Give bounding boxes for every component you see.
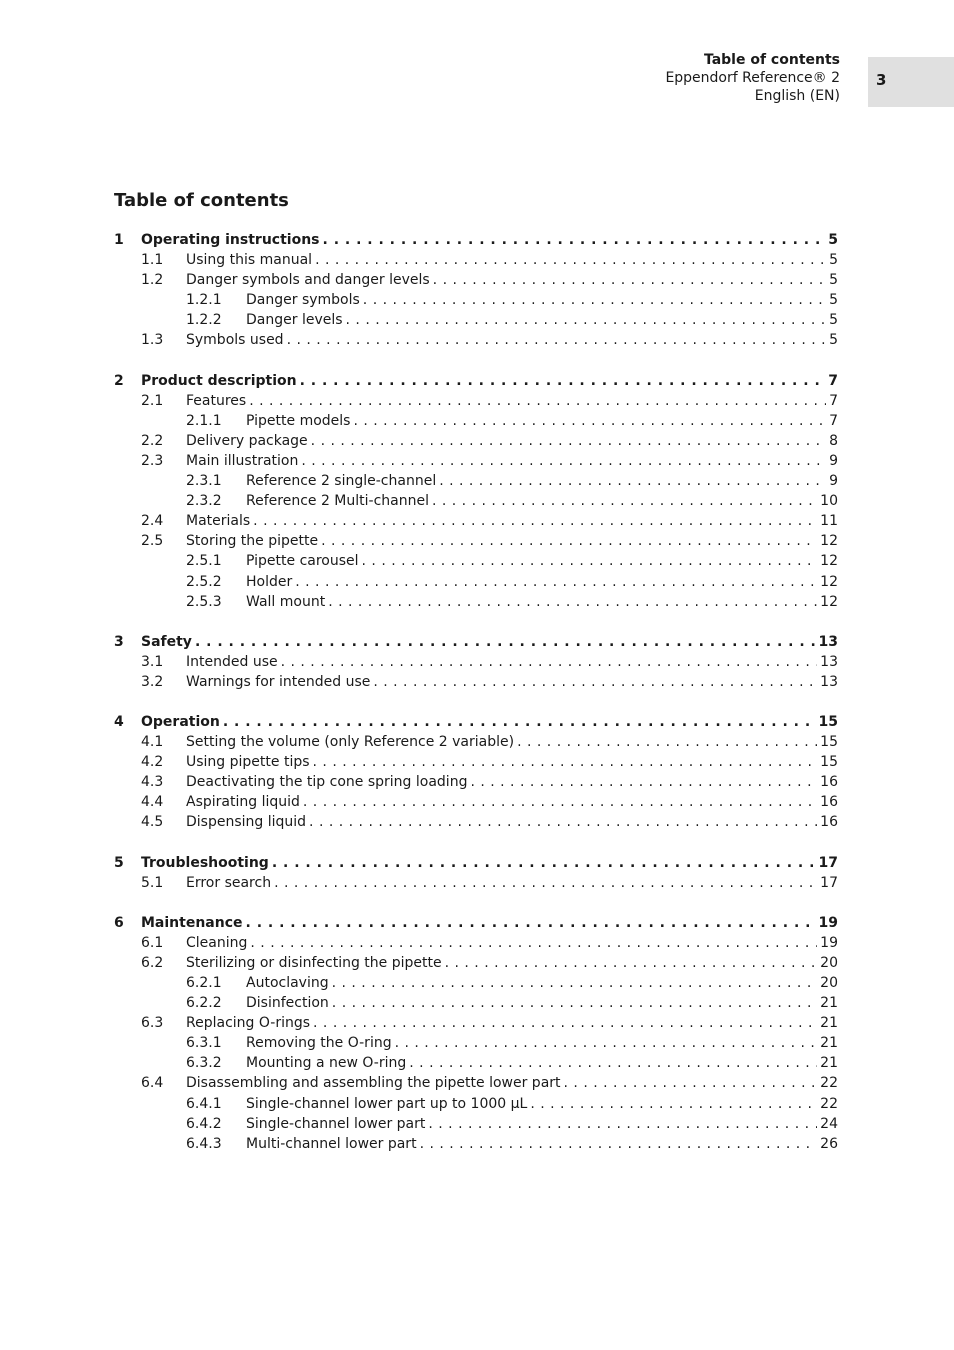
toc-entry[interactable] [114,391,838,411]
toc-entry-number: 6.4 [141,1075,164,1092]
toc-entry-line [186,933,838,953]
toc-entry-title: Danger symbols [246,292,360,309]
dot-leader [445,953,818,973]
dot-leader [432,491,817,511]
toc-entry[interactable] [114,792,838,812]
toc-entry-line [186,451,838,471]
toc-entry-line [246,551,838,571]
toc-entry[interactable] [114,1114,838,1134]
toc-entry-number: 6 [114,914,124,931]
toc-entry[interactable] [114,511,838,531]
toc-entry-page: 21 [820,1035,838,1052]
toc-entry-line [246,1134,838,1154]
toc-entry-line [246,310,838,330]
toc-entry-line [246,1114,838,1134]
toc-entry-line [186,752,838,772]
toc-entry-number: 6.1 [141,934,164,951]
toc-entry-number: 2.5.2 [186,573,222,590]
toc-entry[interactable] [114,632,838,652]
toc-entry-title: Autoclaving [246,975,329,991]
toc-entry[interactable] [114,993,838,1013]
toc-entry-title: Disinfection [246,995,329,1012]
toc-entry[interactable] [114,371,838,391]
toc-entry-title: Multi-channel lower part [246,1135,417,1152]
toc-entry-number: 6.3.1 [186,1035,222,1052]
dot-leader [249,391,826,411]
toc-entry-title: Pipette carousel [246,553,359,570]
toc-entry-page: 9 [829,452,838,469]
dot-leader [564,1073,818,1093]
toc-entry-title: Danger levels [246,312,343,329]
toc-entry-number: 1.1 [141,252,164,269]
toc-entry-number: 1.3 [141,332,164,349]
dot-leader [328,592,817,612]
toc-entry-line [186,391,838,411]
toc-entry-title: Main illustration [186,452,299,469]
dot-leader [313,752,818,772]
toc-entry-page: 13 [818,633,838,650]
toc-entry-number: 4.4 [141,794,164,811]
toc-entry-page: 11 [820,513,838,530]
toc-entry[interactable] [114,853,838,873]
toc-entry[interactable] [114,592,838,612]
toc-entry[interactable] [114,451,838,471]
page-number: 3 [876,71,887,89]
toc-entry-line [186,953,838,973]
toc-entry-page: 15 [818,713,838,730]
toc-entry-line [246,1094,838,1114]
toc-entry-line [246,411,838,431]
toc-entry-number: 2.1 [141,392,164,409]
toc-entry-title: Danger symbols and danger levels [186,272,430,289]
dot-leader [274,873,817,893]
dot-leader [301,451,826,471]
toc-entry-number: 2.1.1 [186,412,222,429]
toc-entry[interactable] [114,572,838,592]
dot-leader [373,672,817,692]
dot-leader [315,250,826,270]
toc-entry-title: Operation [141,713,220,730]
table-of-contents [114,230,838,1174]
toc-entry-page: 16 [820,774,838,791]
toc-entry[interactable] [114,1013,838,1033]
toc-entry-line [246,1053,838,1073]
dot-leader [362,551,818,571]
toc-entry-line [186,792,838,812]
toc-entry-page: 13 [820,673,838,690]
toc-entry-title: Using this manual [186,252,313,269]
toc-entry-number: 1.2 [141,272,164,289]
toc-entry[interactable] [114,873,838,893]
toc-entry-title: Pipette models [246,412,351,429]
dot-leader [428,1114,817,1134]
toc-entry-page: 17 [818,854,838,871]
toc-entry[interactable] [114,1073,838,1093]
toc-entry-title: Cleaning [186,934,248,951]
dot-leader [433,270,826,290]
toc-entry[interactable] [114,953,838,973]
toc-entry-title: Using pipette tips [186,754,310,771]
toc-entry-page: 8 [829,432,838,449]
toc-entry-line [141,230,838,250]
dot-leader [409,1053,817,1073]
toc-entry[interactable] [114,933,838,953]
toc-entry-number: 3 [114,633,124,650]
toc-entry[interactable] [114,330,838,350]
toc-entry-title: Removing the O-ring [246,1035,392,1052]
toc-entry-page: 24 [820,1115,838,1132]
toc-entry-line [186,531,838,551]
dot-leader [323,230,826,250]
dot-leader [295,572,817,592]
toc-entry-page: 7 [829,392,838,409]
toc-entry-line [186,330,838,350]
toc-entry-line [186,732,838,752]
toc-entry-number: 2.3 [141,452,164,469]
toc-entry-page: 21 [820,995,838,1012]
dot-leader [195,632,816,652]
toc-entry-title: Setting the volume (only Reference 2 variable) [186,734,515,751]
toc-entry[interactable] [114,973,838,993]
toc-entry-title: Wall mount [246,593,326,610]
toc-entry[interactable] [114,431,838,451]
toc-entry-number: 6.3.2 [186,1055,222,1072]
toc-entry-line [141,913,838,933]
toc-entry-line [246,491,838,511]
toc-entry-title: Reference 2 single-channel [246,473,437,490]
toc-entry-page: 7 [828,372,838,389]
toc-entry-number: 6.2.1 [186,975,222,991]
toc-entry-page: 12 [820,553,838,570]
toc-entry-number: 2.5.1 [186,553,222,570]
dot-leader [300,371,826,391]
toc-entry-page: 9 [829,473,838,490]
dot-leader [250,933,817,953]
toc-entry-page: 20 [820,954,838,971]
dot-leader [332,973,818,993]
toc-entry[interactable] [114,551,838,571]
toc-entry-page: 5 [829,332,838,349]
toc-entry-title: Holder [246,573,293,590]
dot-leader [246,913,816,933]
toc-entry-title: Storing the pipette [186,533,319,550]
toc-entry-number: 1.2.1 [186,292,222,309]
dot-leader [281,652,818,672]
toc-entry-number: 2.2 [141,432,164,449]
dot-leader [395,1033,818,1053]
toc-entry-number: 6.2 [141,954,164,971]
dot-leader [363,290,826,310]
toc-entry-line [186,812,838,832]
toc-entry-number: 2.5 [141,533,164,550]
toc-entry-line [186,270,838,290]
toc-entry-line [246,973,838,993]
toc-entry-title: Features [186,392,247,409]
toc-entry-line [186,1073,838,1093]
toc-entry-line [141,712,838,732]
dot-leader [353,411,826,431]
dot-leader [332,993,817,1013]
toc-entry[interactable] [114,1033,838,1053]
toc-entry-line [246,572,838,592]
toc-entry[interactable] [114,471,838,491]
header-language: English (EN) [754,88,840,104]
toc-entry-number: 4 [114,713,124,730]
toc-entry-number: 5.1 [141,874,164,891]
toc-entry-page: 15 [820,734,838,751]
dot-leader [313,1013,817,1033]
dot-leader [517,732,817,752]
header-product: Eppendorf Reference® 2 [665,70,840,86]
toc-entry-title: Dispensing liquid [186,814,307,831]
toc-entry-page: 21 [820,1055,838,1072]
toc-entry[interactable] [114,310,838,330]
toc-entry-page: 15 [820,754,838,771]
toc-entry-page: 16 [820,794,838,811]
toc-entry-title: Operating instructions [141,232,320,248]
toc-entry-line [246,290,838,310]
toc-entry[interactable] [114,290,838,310]
toc-entry-line [186,772,838,792]
dot-leader [303,792,817,812]
dot-leader [321,531,817,551]
toc-entry-title: Materials [186,513,251,530]
toc-entry[interactable] [114,1134,838,1154]
toc-entry-number: 2.3.1 [186,473,222,490]
toc-entry-line [186,431,838,451]
toc-entry-line [246,993,838,1013]
page-title: Table of contents [114,190,289,211]
toc-entry-page: 20 [820,975,838,991]
toc-entry-line [246,1033,838,1053]
toc-entry[interactable] [114,491,838,511]
toc-entry-line [141,632,838,652]
toc-entry-line [186,1013,838,1033]
toc-entry-title: Symbols used [186,332,284,349]
toc-entry-page: 22 [820,1095,838,1112]
toc-entry-title: Intended use [186,653,278,670]
toc-entry-title: Mounting a new O-ring [246,1055,407,1072]
toc-entry[interactable] [114,270,838,290]
toc-entry-number: 6.2.2 [186,995,222,1012]
toc-entry-line [186,652,838,672]
toc-entry-title: Single-channel lower part up to 1000 µL [246,1095,528,1112]
toc-entry-line [186,672,838,692]
dot-leader [309,812,817,832]
dot-leader [287,330,827,350]
toc-entry[interactable] [114,913,838,933]
toc-entry-number: 4.3 [141,774,164,791]
toc-entry-number: 6.4.3 [186,1135,222,1152]
toc-entry-number: 4.2 [141,754,164,771]
toc-entry-title: Warnings for intended use [186,673,371,690]
toc-section [114,712,838,833]
toc-entry-page: 13 [820,653,838,670]
toc-entry-title: Aspirating liquid [186,794,300,811]
toc-entry-title: Single-channel lower part [246,1115,426,1132]
toc-entry-title: Delivery package [186,432,308,449]
toc-entry[interactable] [114,1053,838,1073]
toc-entry-line [186,250,838,270]
toc-entry-number: 3.1 [141,653,164,670]
dot-leader [439,471,826,491]
toc-entry-title: Deactivating the tip cone spring loading [186,774,468,791]
toc-entry-number: 3.2 [141,673,164,690]
toc-entry[interactable] [114,230,838,250]
toc-entry[interactable] [114,812,838,832]
toc-entry-line [186,511,838,531]
toc-entry-number: 2.5.3 [186,593,222,610]
toc-entry[interactable] [114,250,838,270]
dot-leader [253,511,817,531]
toc-entry-page: 5 [828,232,838,248]
toc-section [114,913,838,1154]
toc-entry-title: Reference 2 Multi-channel [246,493,429,510]
toc-entry-line [141,371,838,391]
toc-entry[interactable] [114,712,838,732]
toc-section [114,853,838,893]
toc-entry[interactable] [114,752,838,772]
dot-leader [420,1134,818,1154]
toc-entry[interactable] [114,772,838,792]
toc-entry-number: 5 [114,854,124,871]
toc-entry-line [246,471,838,491]
toc-entry-page: 22 [820,1075,838,1092]
toc-entry[interactable] [114,411,838,431]
toc-entry[interactable] [114,672,838,692]
toc-entry-title: Troubleshooting [141,854,269,871]
toc-entry-number: 2.3.2 [186,493,222,510]
toc-section [114,230,838,351]
dot-leader [346,310,827,330]
toc-entry-number: 6.3 [141,1015,164,1032]
toc-entry-page: 5 [829,312,838,329]
toc-entry-page: 7 [829,412,838,429]
toc-entry-title: Error search [186,874,272,891]
toc-entry-title: Disassembling and assembling the pipette lower part [186,1075,561,1092]
toc-entry-number: 2 [114,372,124,389]
toc-entry-number: 4.5 [141,814,164,831]
toc-entry-page: 12 [820,593,838,610]
toc-entry-line [186,873,838,893]
toc-entry-number: 2.4 [141,513,164,530]
toc-entry-page: 17 [820,874,838,891]
running-header [665,51,840,105]
dot-leader [272,853,816,873]
toc-entry-title: Replacing O-rings [186,1015,311,1032]
toc-entry-number: 4.1 [141,734,164,751]
toc-entry-page: 19 [818,914,838,931]
toc-entry-page: 26 [820,1135,838,1152]
toc-entry-line [246,592,838,612]
toc-entry-number: 6.4.1 [186,1095,222,1112]
header-title: Table of contents [703,52,840,68]
toc-entry[interactable] [114,531,838,551]
page-number-tab [868,57,954,107]
toc-entry-number: 6.4.2 [186,1115,222,1132]
toc-entry-page: 16 [820,814,838,831]
toc-entry[interactable] [114,732,838,752]
toc-entry-page: 5 [829,272,838,289]
toc-entry-page: 12 [820,573,838,590]
toc-entry-page: 19 [820,934,838,951]
toc-entry[interactable] [114,1094,838,1114]
toc-entry-page: 5 [829,252,838,269]
toc-entry-page: 5 [829,292,838,309]
dot-leader [530,1094,817,1114]
toc-entry[interactable] [114,652,838,672]
toc-entry-title: Sterilizing or disinfecting the pipette [186,954,442,971]
toc-entry-title: Safety [141,633,192,650]
toc-entry-number: 1.2.2 [186,312,222,329]
toc-entry-title: Maintenance [141,914,243,931]
dot-leader [311,431,826,451]
dot-leader [470,772,817,792]
toc-entry-page: 12 [820,533,838,550]
toc-entry-page: 21 [820,1015,838,1032]
toc-entry-number: 1 [114,232,124,248]
toc-entry-page: 10 [820,493,838,510]
toc-entry-title: Product description [141,372,297,389]
toc-entry-line [141,853,838,873]
toc-section [114,632,838,692]
dot-leader [223,712,816,732]
toc-section [114,371,838,612]
